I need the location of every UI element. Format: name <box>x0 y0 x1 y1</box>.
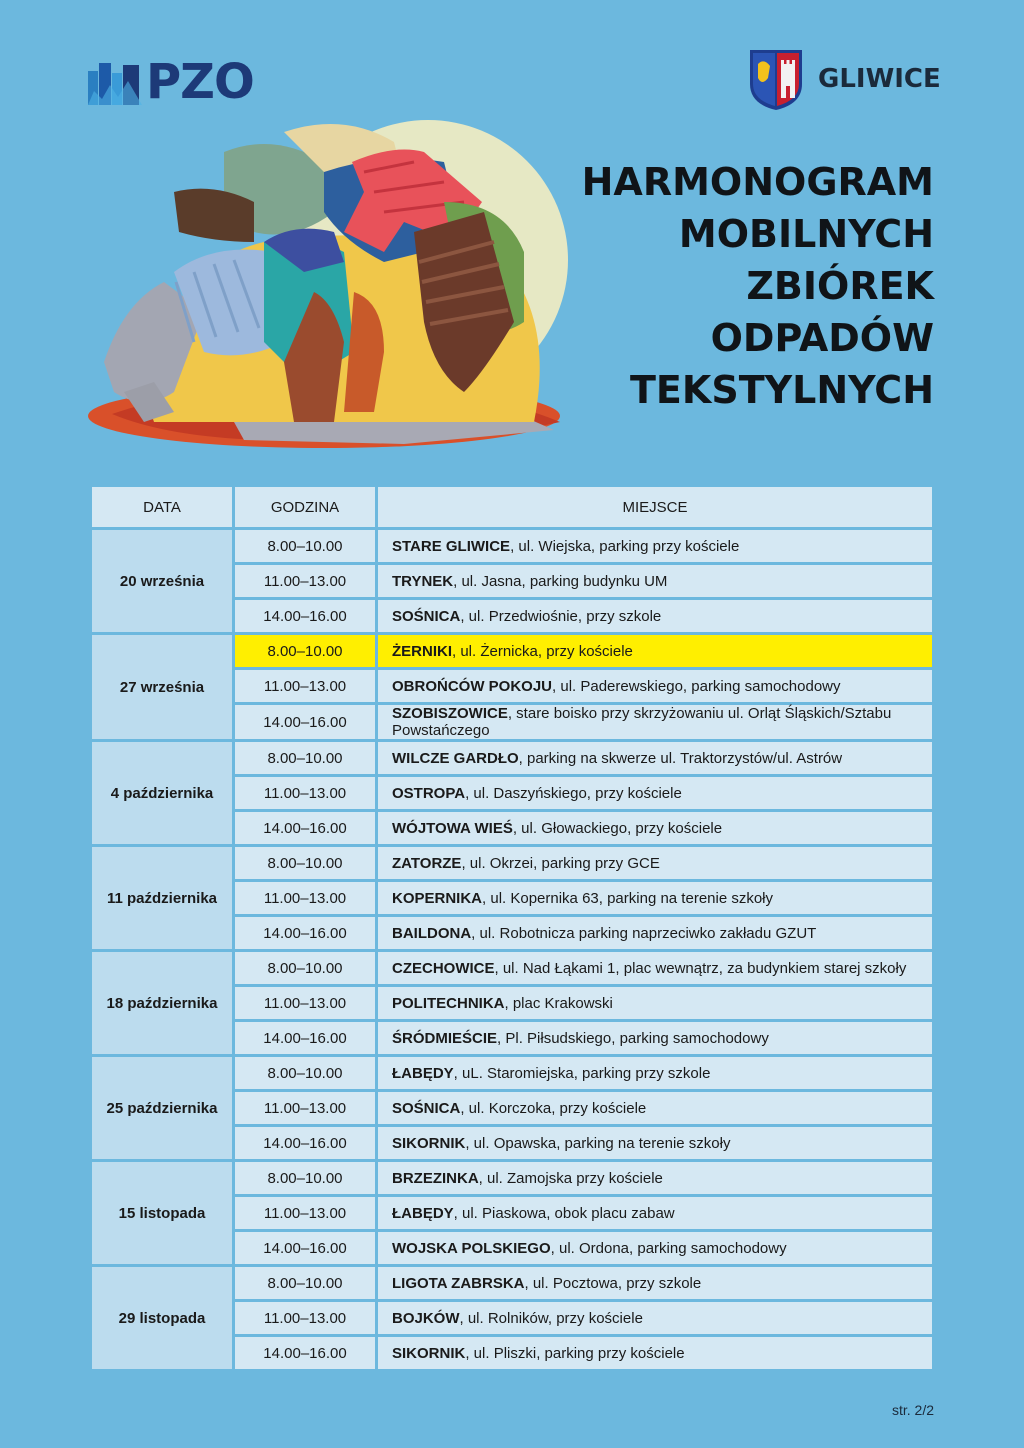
gliwice-crest-icon <box>748 48 804 112</box>
place-cell <box>378 987 932 1019</box>
time-cell: 11.00–13.00 <box>235 882 375 914</box>
place-address: , ul. Piaskowa, obok placu zabaw <box>453 1204 675 1222</box>
place-address: , ul. Przedwiośnie, przy szkole <box>460 607 662 625</box>
place-address: , Pl. Piłsudskiego, parking samochodowy <box>497 1029 769 1047</box>
time-cell: 14.00–16.00 <box>235 705 375 739</box>
time-cell: 14.00–16.00 <box>235 1337 375 1369</box>
page-number: str. 2/2 <box>891 1402 934 1418</box>
table-row <box>92 742 932 774</box>
table-header-row <box>92 487 932 527</box>
place-address: , parking na skwerze ul. Traktorzystów/ul. Astrów <box>518 749 843 767</box>
place-address: , ul. Daszyńskiego, przy kościele <box>465 784 682 802</box>
place-cell <box>378 742 932 774</box>
place-cell <box>378 917 932 949</box>
time-cell: 8.00–10.00 <box>235 847 375 879</box>
date-cell: 20 września <box>92 530 232 632</box>
place-address: , ul. Kopernika 63, parking na terenie szkoły <box>482 889 774 907</box>
place-address: , ul. Żernicka, przy kościele <box>452 642 633 660</box>
time-cell: 8.00–10.00 <box>235 1162 375 1194</box>
place-district: OBROŃCÓW POKOJU <box>392 677 553 695</box>
place-cell <box>378 1197 932 1229</box>
header-place: MIEJSCE <box>378 487 932 527</box>
table-row <box>92 952 932 984</box>
table-row <box>92 635 932 667</box>
time-cell: 11.00–13.00 <box>235 777 375 809</box>
place-address: , ul. Nad Łąkami 1, plac wewnątrz, za budynkiem starej szkoły <box>494 959 907 977</box>
table-row <box>92 1162 932 1194</box>
place-district: WÓJTOWA WIEŚ <box>392 819 513 837</box>
place-district: SIKORNIK <box>392 1344 466 1362</box>
title-line: MOBILNYCH <box>678 212 934 256</box>
place-district: TRYNEK <box>392 572 454 590</box>
time-cell: 8.00–10.00 <box>235 530 375 562</box>
time-cell: 8.00–10.00 <box>235 635 375 667</box>
title-line: HARMONOGRAM <box>581 160 934 204</box>
title-line: ODPADÓW <box>710 316 934 360</box>
place-address: , ul. Głowackiego, przy kościele <box>512 819 723 837</box>
place-address: , ul. Wiejska, parking przy kościele <box>510 537 740 555</box>
place-district: KOPERNIKA <box>392 889 483 907</box>
date-cell: 25 października <box>92 1057 232 1159</box>
date-cell: 18 października <box>92 952 232 1054</box>
place-cell <box>378 847 932 879</box>
time-cell: 14.00–16.00 <box>235 1127 375 1159</box>
gliwice-logo-text: GLIWICE <box>818 64 941 94</box>
place-district: STARE GLIWICE <box>392 537 511 555</box>
place-cell <box>378 812 932 844</box>
date-cell: 29 listopada <box>92 1267 232 1369</box>
time-cell: 14.00–16.00 <box>235 600 375 632</box>
place-district: SZOBISZOWICE <box>392 705 508 722</box>
place-cell <box>378 565 932 597</box>
time-cell: 11.00–13.00 <box>235 987 375 1019</box>
place-cell <box>378 1267 932 1299</box>
place-district: WILCZE GARDŁO <box>392 749 519 767</box>
time-cell: 8.00–10.00 <box>235 952 375 984</box>
time-cell: 11.00–13.00 <box>235 565 375 597</box>
schedule-body <box>92 530 932 1369</box>
time-cell: 8.00–10.00 <box>235 1057 375 1089</box>
place-district: CZECHOWICE <box>392 959 495 977</box>
place-address: , ul. Opawska, parking na terenie szkoły <box>465 1134 731 1152</box>
place-district: ŁABĘDY <box>392 1204 454 1222</box>
title-line: TEKSTYLNYCH <box>630 368 934 412</box>
place-cell <box>378 777 932 809</box>
place-address: , ul. Zamojska przy kościele <box>478 1169 663 1187</box>
header-time: GODZINA <box>235 487 375 527</box>
place-district: BRZEZINKA <box>392 1169 479 1187</box>
place-cell <box>378 952 932 984</box>
time-cell: 11.00–13.00 <box>235 1197 375 1229</box>
place-district: SOŚNICA <box>392 1099 461 1117</box>
time-cell: 14.00–16.00 <box>235 1232 375 1264</box>
place-address: , ul. Pliszki, parking przy kościele <box>465 1344 685 1362</box>
place-district: ZATORZE <box>392 854 462 872</box>
place-cell <box>378 1057 932 1089</box>
place-address: , uL. Staromiejska, parking przy szkole <box>453 1064 711 1082</box>
place-address: , ul. Korczoka, przy kościele <box>460 1099 647 1117</box>
place-district: ŚRÓDMIEŚCIE <box>392 1029 498 1047</box>
place-address: , ul. Ordona, parking samochodowy <box>550 1239 787 1257</box>
time-cell: 8.00–10.00 <box>235 742 375 774</box>
place-cell <box>378 882 932 914</box>
place-cell <box>378 1092 932 1124</box>
place-district: SOŚNICA <box>392 607 461 625</box>
place-cell <box>378 1232 932 1264</box>
table-row <box>92 1057 932 1089</box>
place-cell <box>378 1337 932 1369</box>
place-district: ŻERNIKI <box>392 642 452 660</box>
gliwice-logo <box>748 48 948 112</box>
header-date: DATA <box>92 487 232 527</box>
place-district: BOJKÓW <box>392 1309 460 1327</box>
place-district: OSTROPA <box>392 784 466 802</box>
place-cell <box>378 1302 932 1334</box>
place-district: SIKORNIK <box>392 1134 466 1152</box>
pzo-logo-text: PZO <box>146 54 254 110</box>
place-address: , ul. Paderewskiego, parking samochodowy <box>552 677 841 695</box>
place-cell <box>378 1022 932 1054</box>
place-address: , ul. Rolników, przy kościele <box>459 1309 643 1327</box>
place-address: , ul. Okrzei, parking przy GCE <box>461 854 660 872</box>
place-district: POLITECHNIKA <box>392 994 505 1012</box>
place-address: , plac Krakowski <box>504 994 613 1012</box>
time-cell: 11.00–13.00 <box>235 1302 375 1334</box>
table-row <box>92 847 932 879</box>
date-cell: 11 października <box>92 847 232 949</box>
place-district: ŁABĘDY <box>392 1064 454 1082</box>
date-cell: 27 września <box>92 635 232 739</box>
place-address: , stare boisko przy skrzyżowaniu ul. Orląt Śląskich/Sztabu Powstańczego <box>392 705 892 739</box>
page-title <box>514 156 934 416</box>
date-cell: 15 listopada <box>92 1162 232 1264</box>
place-district: LIGOTA ZABRSKA <box>392 1274 525 1292</box>
place-district: BAILDONA <box>392 924 472 942</box>
place-cell <box>378 1127 932 1159</box>
place-cell <box>378 1162 932 1194</box>
place-address: , ul. Robotnicza parking naprzeciwko zakładu GZUT <box>471 924 817 942</box>
title-line: ZBIÓREK <box>746 264 934 308</box>
table-row <box>92 1267 932 1299</box>
time-cell: 14.00–16.00 <box>235 1022 375 1054</box>
time-cell: 11.00–13.00 <box>235 1092 375 1124</box>
place-cell <box>378 530 932 562</box>
place-cell <box>378 635 932 667</box>
time-cell: 8.00–10.00 <box>235 1267 375 1299</box>
date-cell: 4 października <box>92 742 232 844</box>
place-address: , ul. Jasna, parking budynku UM <box>453 572 668 590</box>
place-cell <box>378 705 932 739</box>
place-address: , ul. Pocztowa, przy szkole <box>524 1274 702 1292</box>
place-district: WOJSKA POLSKIEGO <box>392 1239 551 1257</box>
place-cell <box>378 600 932 632</box>
table-row <box>92 530 932 562</box>
time-cell: 14.00–16.00 <box>235 917 375 949</box>
schedule-table <box>89 484 935 1372</box>
time-cell: 14.00–16.00 <box>235 812 375 844</box>
place-cell <box>378 670 932 702</box>
clothes-pile-illustration <box>84 92 568 452</box>
time-cell: 11.00–13.00 <box>235 670 375 702</box>
